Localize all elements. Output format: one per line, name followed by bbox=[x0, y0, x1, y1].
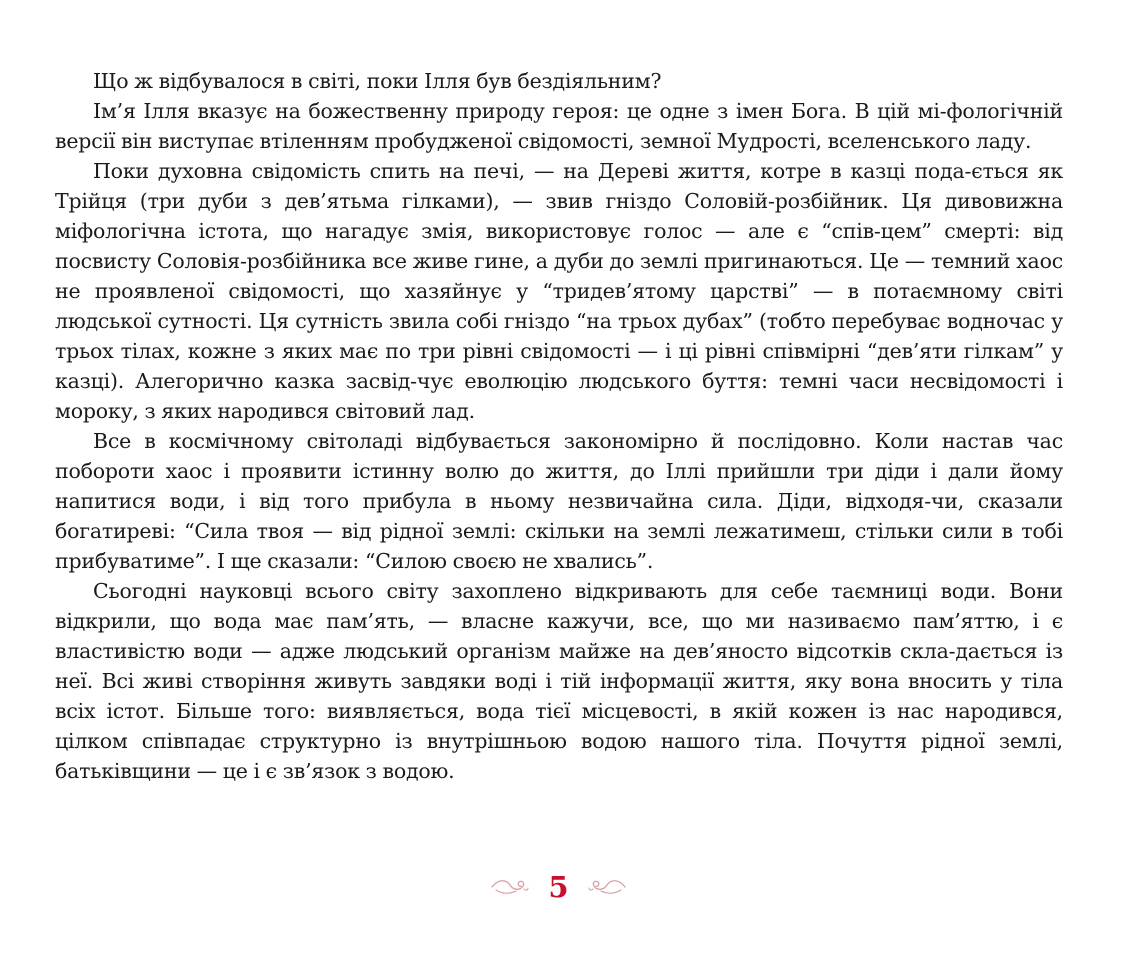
swirl-ornament-icon bbox=[587, 877, 627, 897]
paragraph-4: Все в космічному світоладі відбувається закономірно й послідовно. Коли настав час побороти хаос і проявити істинну волю до життя, до Іллі прийшли три діди і дали йому напитися води, і від того прибула в ньому незвичайна сила. Діди, відходя-чи, сказали богатиреві: “Сила твоя — від рідної землі: скільки на землі лежатимеш, стільки сили в тобі прибуватиме”. І ще сказали: “Силою своєю не хвались”. bbox=[55, 429, 1063, 573]
swirl-ornament-icon bbox=[490, 877, 530, 897]
paragraph-1: Що ж відбувалося в світі, поки Ілля був бездіяльним? bbox=[93, 69, 662, 93]
paragraph-2: Ім’я Ілля вказує на божественну природу героя: це одне з імен Бога. В цій мі-фологічній версії він виступає втіленням пробудженої свідомості, земної Мудрості, вселенського ладу. bbox=[55, 99, 1063, 153]
page-body bbox=[55, 66, 1063, 786]
page-number: 5 bbox=[548, 870, 569, 904]
page-footer bbox=[0, 870, 1117, 904]
paragraph-5: Сьогодні науковці всього світу захоплено відкривають для себе таємниці води. Вони відкрили, що вода має пам’ять, — власне кажучи, все, що ми називаємо пам’яттю, і є властивістю води — адже людський організм майже на дев’яносто відсотків скла-дається із неї. Всі живі створіння живуть завдяки воді і тій інформації життя, яку вона вносить у тіла всіх істот. Більше того: виявляється, вода тієї місцевості, в якій кожен із нас народився, цілком співпадає структурно із внутрішньою водою нашого тіла. Почуття рідної землі, батьківщини — це і є зв’язок з водою. bbox=[55, 579, 1063, 783]
paragraph-3: Поки духовна свідомість спить на печі, — на Дереві життя, котре в казці пода-ється як Трійця (три дуби з дев’ятьма гілками), — звив гніздо Соловій-розбійник. Ця дивовижна міфологічна істота, що нагадує змія, використовує голос — але є “спів-цем” смерті: від посвисту Соловія-розбійника все живе гине, а дуби до землі пригинаються. Це — темний хаос не проявленої свідомості, що хазяйнує у “тридев’ятому царстві” — в потаємному світі людської сутності. Ця сутність звила собі гніздо “на трьох дубах” (тобто перебуває водночас у трьох тілах, кожне з яких має по три рівні свідомості — і ці рівні співмірні “дев’яти гілкам” у казці). Алегорично казка засвід-чує еволюцію людського буття: темні часи несвідомості і мороку, з яких народився світовий лад. bbox=[55, 159, 1063, 423]
